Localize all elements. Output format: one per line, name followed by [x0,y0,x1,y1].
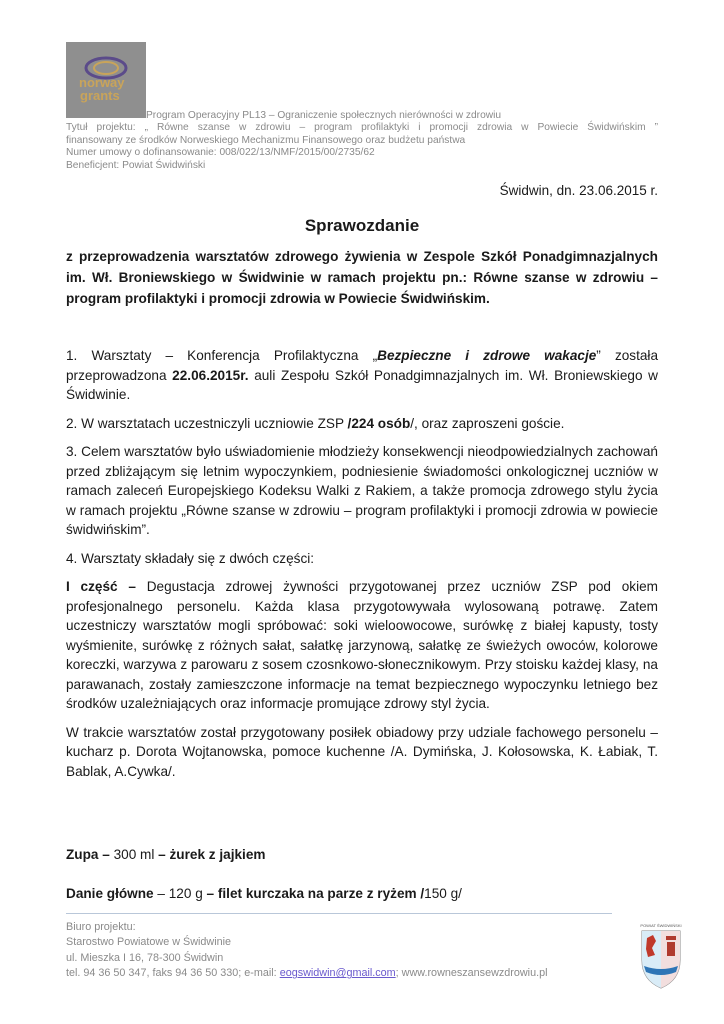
footer-address: ul. Mieszka I 16, 78-300 Świdwin [66,951,224,964]
menu-main-dish: Danie główne – 120 g – filet kurczaka na parze z ryżem /150 g/ [66,886,462,901]
report-body [66,346,658,790]
program-name: Program Operacyjny PL13 – Ograniczenie społecznych nierówności w zdrowiu [146,110,502,121]
logo-text-1: norway [79,75,125,90]
paragraph-4: 4. Warsztaty składały się z dwóch części: [66,550,315,566]
contract-number: Numer umowy o dofinansowanie: 008/022/13/NMF/2015/00/2735/62 [66,147,375,159]
document-date: Świdwin, dn. 23.06.2015 r. [499,183,658,198]
beneficiary: Beneficjent: Powiat Świdwiński [66,159,206,171]
document-title: Sprawozdanie [304,216,420,235]
menu-soup: Zupa – 300 ml – żurek z jajkiem [66,847,266,862]
crest-label: POWIAT ŚWIDWIŃSKI [640,923,682,928]
footer-office-name: Starostwo Powiatowe w Świdwinie [66,936,232,949]
document-header [66,110,658,172]
norway-grants-logo-icon [66,42,146,118]
paragraph-1: 1. Warsztaty – Konferencja Profilaktyczna „Bezpieczne i zdrowe wakacje” została przeprowadzona 22.06.2015r. auli Zespołu Szkół Ponadgimnazjalnych im. Wł. Broniewskiego w Świdwinie. [66,348,659,402]
paragraph-6: W trakcie warsztatów został przygotowany posiłek obiadowy przy udziale fachowego personelu – kucharz p. Dorota Wojtanowska, pomoce kuchenne /A. Dymińska, J. Kołosowska, K. Łabiak, T. Bablak, A.Cywka/. [66,724,658,779]
event-date: 22.06.2015r. [172,367,249,383]
part-one-label: I część – [66,579,147,594]
project-title: Tytuł projektu: „ Równe szanse w zdrowiu – program profilaktyki i promocji zdrowia w Powiecie Świdwińskim ” [66,122,658,134]
logo-text-2: grants [80,88,120,103]
paragraph-5: I część – Degustacja zdrowej żywności przygotowanej przez uczniów ZSP pod okiem profesjonalnego personelu. Każda klasa przygotowywała wylosowaną potrawę. Zatem uczestniczy warsztatów mogli spróbować: soki wieloowocowe, surówkę z białej kapusty, tosty wyśmienite, surówkę z różnych sałat, sałatkę jarzynową, sałatkę ze świeżych owoców, kolorowe koreczki, warzywa z parowaru z sosem czosnkowo-słonecznikowym. Przy stoisku każdej klasy, na parawanach, zostały zamieszczone informacje na temat bezpiecznego wypoczynku letniego bez środków uzależniających oraz informacje promujące zdrowy styl życia. [66,579,658,711]
participant-count: /224 osób [347,415,411,431]
email-link[interactable]: eogswidwin@gmail.com [279,967,396,980]
footer-divider [66,913,612,914]
funding-info: finansowany ze środków Norweskiego Mechanizmu Finansowego oraz budżetu państwa [66,134,466,146]
event-name: Bezpieczne i zdrowe wakacje [377,348,597,363]
footer-office-label: Biuro projektu: [66,921,136,933]
document-footer [66,920,548,982]
paragraph-2: 2. W warsztatach uczestniczyli uczniowie ZSP /224 osób/, oraz zaproszeni goście. [66,415,565,431]
norway-grants-logo [66,42,146,118]
footer-contacts: tel. 94 36 50 347, faks 94 36 50 330; e-mail: eogswidwin@gmail.com; www.rowneszansewzdrowiu.pl [66,967,548,980]
document-subtitle: z przeprowadzenia warsztatów zdrowego żywienia w Zespole Szkół Ponadgimnazjalnych im. Wł. Broniewskiego w Świdwinie w ramach projektu pn.: Równe szanse w zdrowiu – program profilaktyki i promocji zdrowia w Powiecie Świdwińskim. [66,249,658,306]
paragraph-3: 3. Celem warsztatów było uświadomienie młodzieży konsekwencji nieodpowiedzialnych zachowań przed zbliżającym się letnim wypoczynkiem, podniesienie świadomości onkologicznej uczniów w ramach zaleceń Europejskiego Kodeksu Walki z Rakiem, a także promocja zdrowego stylu życia w ramach projektu „Równe szanse w zdrowiu – program profilaktyki i promocji zdrowia w powiecie świdwińskim”. [66,444,658,537]
powiat-crest-icon [636,922,686,990]
